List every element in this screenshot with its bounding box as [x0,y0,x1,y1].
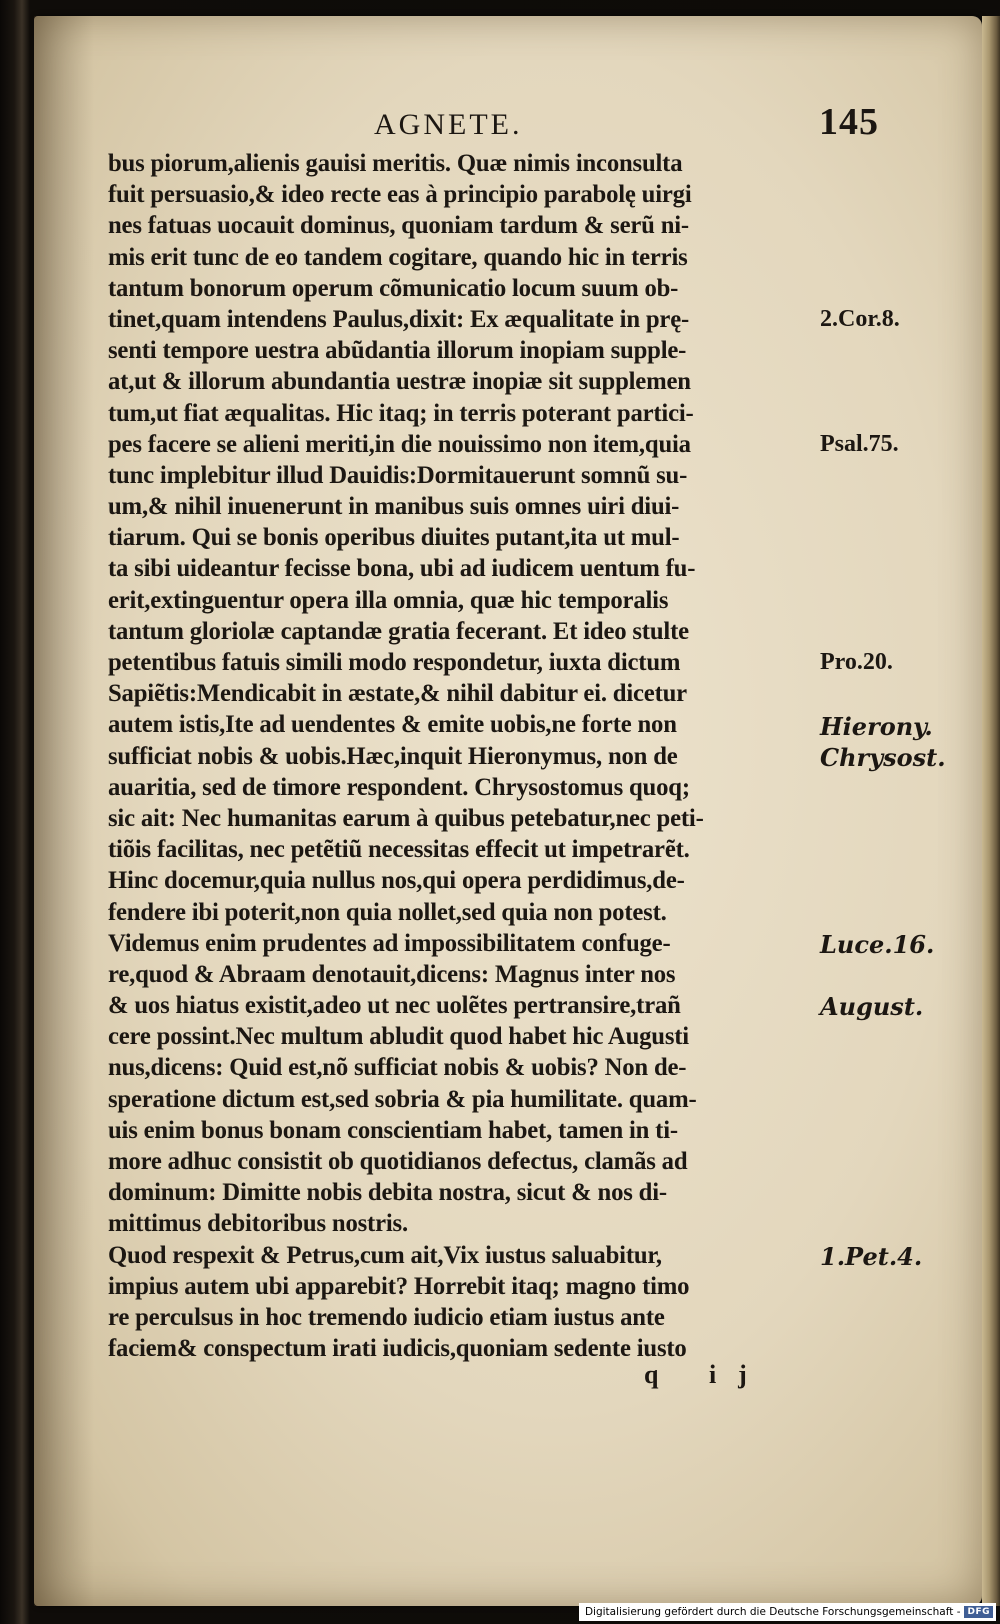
page-number: 145 [819,101,879,143]
text-line: ta sibi uideantur fecisse bona, ubi ad iudicem uentum fu- [108,555,696,583]
text-line: nus,dicens: Quid est,nõ sufficiat nobis & uobis? Non de- [108,1054,687,1082]
dfg-logo: DFG [964,1606,993,1618]
text-line: Quod respexit & Petrus,cum ait,Vix iustus saluabitur, [108,1241,662,1269]
signature-mark: q ij [644,1360,769,1389]
margin-note: Luce.16. [820,930,935,959]
text-line: mittimus debitoribus nostris. [108,1210,408,1238]
text-line: tinet,quam intendens Paulus,dixit: Ex æqualitate in prę- [108,305,690,333]
text-line: mis erit tunc de eo tandem cogitare, quando hic in terris [108,243,688,271]
text-line: cere possint.Nec multum abludit quod habet hic Augusti [108,1023,689,1051]
text-line: tiõis facilitas, nec petẽtiũ necessitas effecit ut impetrarẽt. [108,836,690,864]
text-line: Hinc docemur,quia nullus nos,qui opera perdidimus,de- [108,867,685,895]
running-head: AGNETE. [374,108,523,141]
text-line: fuit persuasio,& ideo recte eas à principio parabolę uirgi [108,181,692,209]
text-line: autem istis,Ite ad uendentes & emite uobis,ne forte non [108,711,677,739]
page-edge [982,16,1000,1606]
text-line: tum,ut fiat æqualitas. Hic itaq; in terris poterant partici- [108,399,694,427]
text-line: erit,extinguentur opera illa omnia, quæ hic temporalis [108,586,669,614]
text-line: sufficiat nobis & uobis.Hæc,inquit Hieronymus, non de [108,742,678,770]
text-line: dominum: Dimitte nobis debita nostra, sicut & nos di- [108,1179,667,1207]
book-page [34,16,982,1606]
text-line: pes facere se alieni meriti,in die nouissimo non item,quia [108,430,691,458]
margin-note: Psal.75. [820,430,899,457]
margin-note: Hierony. [820,711,933,741]
text-line: uis enim bonus bonam conscientiam habet, tamen in ti- [108,1116,678,1144]
text-line: tantum bonorum operum cõmunicatio locum suum ob- [108,274,679,302]
body-text [108,148,828,1364]
margin-note: 1.Pet.4. [820,1242,923,1271]
text-line: Sapiẽtis:Mendicabit in æstate,& nihil dabitur ei. dicetur [108,680,687,708]
text-line: senti tempore uestra abũdantia illorum inopiam supple- [108,337,687,365]
text-line: auaritia, sed de timore respondent. Chrysostomus quoq; [108,773,690,801]
text-line: speratione dictum est,sed sobria & pia humilitate. quam- [108,1085,697,1113]
text-line: re perculsus in hoc tremendo iudicio etiam iustus ante [108,1303,665,1331]
text-line: re,quod & Abraam denotauit,dicens: Magnus inter nos [108,960,676,988]
text-line: bus piorum,alienis gauisi meritis. Quæ nimis inconsulta [108,150,683,177]
text-line: petentibus fatuis simili modo respondetur, iuxta dictum [108,649,681,676]
margin-note: 2.Cor.8. [820,306,900,332]
credit-text: Digitalisierung gefördert durch die Deutsche Forschungsgemeinschaft - [584,1606,961,1618]
margin-note: Pro.20. [820,649,893,676]
margin-note: Chrysost. [820,742,946,772]
text-line: Videmus enim prudentes ad impossibilitatem confuge- [108,929,671,957]
text-line: tiarum. Qui se bonis operibus diuites putant,ita ut mul- [108,524,680,552]
text-line: tantum gloriolæ captandæ gratia fecerant. Et ideo stulte [108,617,689,645]
text-line: at,ut & illorum abundantia uestræ inopiæ sit supplemen [108,368,691,396]
text-line: nes fatuas uocauit dominus, quoniam tardum & serũ ni- [108,212,689,240]
text-line: faciem& conspectum irati iudicis,quoniam sedente iusto [108,1335,687,1363]
digitization-credit [579,1603,996,1621]
text-line: & uos hiatus existit,adeo ut nec uolẽtes pertransire,trañ [108,992,681,1020]
text-line: tunc implebitur illud Dauidis:Dormitauerunt somnũ su- [108,461,688,489]
text-line: fendere ibi poterit,non quia nollet,sed quia non potest. [108,898,667,926]
margin-note: August. [820,992,924,1022]
text-line: more adhuc consistit ob quotidianos defectus, clamãs ad [108,1148,688,1175]
text-line: um,& nihil inuenerunt in manibus suis omnes uiri diui- [108,493,680,521]
text-line: sic ait: Nec humanitas earum à quibus petebatur,nec peti- [108,804,704,832]
text-line: impius autem ubi apparebit? Horrebit itaq; magno timo [108,1272,690,1300]
